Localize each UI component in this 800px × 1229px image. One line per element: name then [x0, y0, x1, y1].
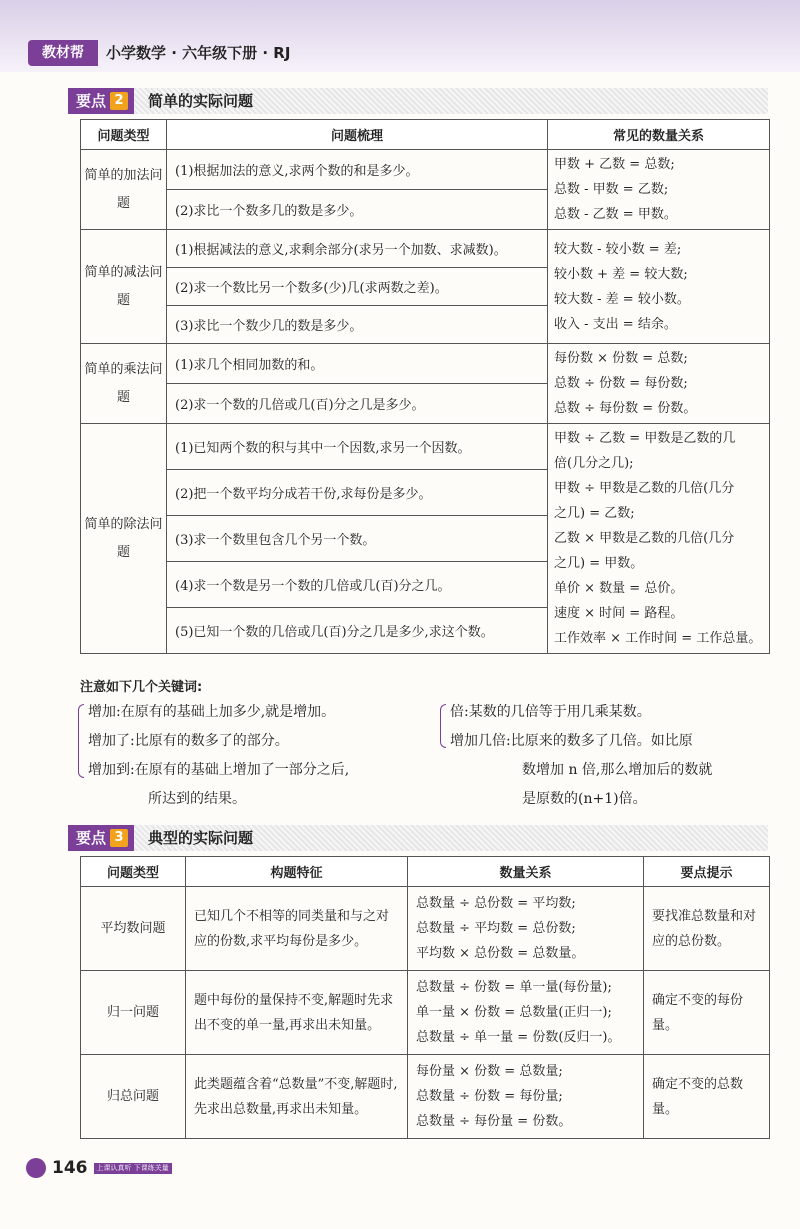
page-footer — [26, 1158, 172, 1178]
left-brace — [78, 704, 84, 778]
type-cell: 归一问题 — [81, 971, 186, 1055]
type-cell: 平均数问题 — [81, 887, 186, 971]
sort-item: (2)把一个数平均分成若干份,求每份是多少。 — [167, 470, 548, 516]
relation-cell: 总数量 ÷ 总份数 = 平均数; 总数量 ÷ 平均数 = 总份数; 平均数 × 总份数 = 总数量。 — [408, 887, 644, 971]
page-number: 146 — [52, 1158, 88, 1178]
table-header: 要点提示 — [644, 857, 770, 887]
sort-item: (2)求比一个数多几的数是多少。 — [167, 190, 548, 230]
tip-cell: 确定不变的每份量。 — [644, 971, 770, 1055]
tip-cell: 确定不变的总数量。 — [644, 1055, 770, 1139]
keyword-item: 倍:某数的几倍等于用几乘某数。 — [450, 704, 651, 720]
keyword-item: 是原数的(n+1)倍。 — [522, 791, 647, 807]
sort-item: (1)根据减法的意义,求剩余部分(求另一个加数、求减数)。 — [167, 230, 548, 268]
relation-cell: 每份量 × 份数 = 总数量; 总数量 ÷ 份数 = 每份量; 总数量 ÷ 每份量 = 份数。 — [408, 1055, 644, 1139]
table-row — [81, 1055, 770, 1139]
tip-cell: 要找准总数量和对应的总份数。 — [644, 887, 770, 971]
table-header: 问题类型 — [81, 857, 186, 887]
relation-cell: 较大数 - 较小数 = 差; 较小数 + 差 = 较大数; 较大数 - 差 = 较小数。 收入 - 支出 = 结余。 — [548, 230, 770, 344]
feature-cell: 此类题蕴含着“总数量”不变,解题时,先求出总数量,再求出未知量。 — [186, 1055, 408, 1139]
sort-item: (1)根据加法的意义,求两个数的和是多少。 — [167, 150, 548, 190]
keyword-list-left — [88, 698, 349, 814]
typical-problems-table — [80, 856, 770, 1139]
table-header: 常见的数量关系 — [548, 120, 770, 150]
sort-item: (1)已知两个数的积与其中一个因数,求另一个因数。 — [167, 424, 548, 470]
table-header: 构题特征 — [186, 857, 408, 887]
relation-cell: 总数量 ÷ 份数 = 单一量(每份量); 单一量 × 份数 = 总数量(正归一); 总数量 ÷ 单一量 = 份数(反归一)。 — [408, 971, 644, 1055]
sort-item: (5)已知一个数的几倍或几(百)分之几是多少,求这个数。 — [167, 608, 548, 654]
keyword-item: 数增加 n 倍,那么增加后的数就 — [522, 762, 713, 778]
feature-cell: 已知几个不相等的同类量和与之对应的份数,求平均每份是多少。 — [186, 887, 408, 971]
simple-problems-table — [80, 119, 770, 654]
keyword-item: 增加几倍:比原来的数多了几倍。如比原 — [450, 733, 693, 749]
table-row — [81, 971, 770, 1055]
section-tag: 要点 2 — [68, 88, 134, 114]
keyword-item: 所达到的结果。 — [148, 791, 246, 807]
right-brace — [440, 704, 446, 748]
sort-item: (4)求一个数是另一个数的几倍或几(百)分之几。 — [167, 562, 548, 608]
type-cell: 简单的乘法问题 — [81, 344, 167, 424]
book-title: 小学数学 · 六年级下册 · RJ — [106, 44, 291, 62]
sort-item: (2)求一个数的几倍或几(百)分之几是多少。 — [167, 384, 548, 424]
section-title: 典型的实际问题 — [148, 829, 254, 847]
mascot-icon — [26, 1158, 46, 1178]
relation-cell: 甲数 ÷ 乙数 = 甲数是乙数的几 倍(几分之几); 甲数 ÷ 甲数是乙数的几倍(几分 之几) = 乙数; 乙数 × 甲数是乙数的几倍(几分 之几) = 甲数。 单价 × 数量 = 总价。 速度 × 时间 = 路程。 工作效率 × 工作时间 = 工作总量。 — [548, 424, 770, 654]
table-header: 数量关系 — [408, 857, 644, 887]
keyword-item: 增加了:比原有的数多了的部分。 — [88, 733, 289, 749]
relation-cell: 每份数 × 份数 = 总数; 总数 ÷ 份数 = 每份数; 总数 ÷ 每份数 = 份数。 — [548, 344, 770, 424]
page-header — [0, 0, 800, 72]
brand-label: 教材帮 — [28, 40, 98, 66]
sort-item: (2)求一个数比另一个数多(少)几(求两数之差)。 — [167, 268, 548, 306]
section-3-heading — [68, 825, 768, 851]
sort-item: (1)求几个相同加数的和。 — [167, 344, 548, 384]
keyword-item: 增加:在原有的基础上加多少,就是增加。 — [88, 704, 336, 720]
section-title: 简单的实际问题 — [148, 92, 254, 110]
section-number: 2 — [110, 92, 128, 110]
section-number: 3 — [110, 829, 128, 847]
type-cell: 简单的加法问题 — [81, 150, 167, 230]
type-cell: 简单的减法问题 — [81, 230, 167, 344]
table-row — [81, 887, 770, 971]
keyword-list-right — [450, 698, 712, 814]
table-header: 问题类型 — [81, 120, 167, 150]
feature-cell: 题中每份的量保持不变,解题时先求出不变的单一量,再求出未知量。 — [186, 971, 408, 1055]
section-tag: 要点 3 — [68, 825, 134, 851]
sort-item: (3)求一个数里包含几个另一个数。 — [167, 516, 548, 562]
type-cell: 简单的除法问题 — [81, 424, 167, 654]
sort-item: (3)求比一个数少几的数是多少。 — [167, 306, 548, 344]
type-cell: 归总问题 — [81, 1055, 186, 1139]
keyword-item: 增加到:在原有的基础上增加了一部分之后, — [88, 762, 350, 778]
section-2-heading — [68, 88, 768, 114]
notes-heading: 注意如下几个关键词: — [80, 680, 203, 695]
footer-slogan: 上课认真听 下课练关量 — [94, 1163, 172, 1174]
table-header: 问题梳理 — [167, 120, 548, 150]
relation-cell: 甲数 + 乙数 = 总数; 总数 - 甲数 = 乙数; 总数 - 乙数 = 甲数。 — [548, 150, 770, 230]
